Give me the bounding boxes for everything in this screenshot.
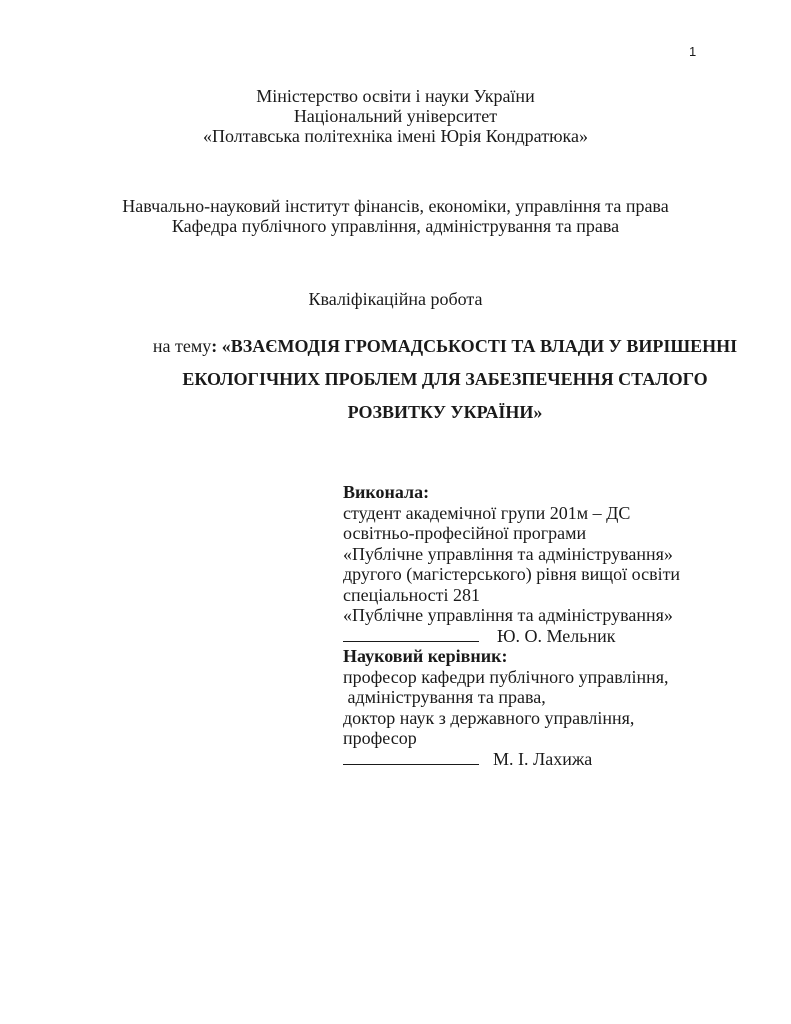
signature-blank <box>343 626 479 642</box>
work-type-block <box>0 289 791 309</box>
author-line: студент академічної групи 201м – ДС <box>343 502 631 523</box>
author-label: Виконала: <box>343 482 430 502</box>
author-line: другого (магістерського) рівня вищої освіти <box>343 564 681 584</box>
header-block <box>0 86 791 146</box>
work-type: Кваліфікаційна робота <box>308 289 483 309</box>
topic-line-2: ЕКОЛОГІЧНИХ ПРОБЛЕМ ДЛЯ ЗАБЕЗПЕЧЕННЯ СТАЛОГО <box>182 369 708 389</box>
university-name: «Полтавська політехніка імені Юрія Кондратюка» <box>203 126 588 146</box>
topic-line-1 <box>140 330 750 363</box>
author-line: «Публічне управління та адміністрування» <box>343 543 673 564</box>
institute-block <box>0 196 791 236</box>
supervisor-line: адміністрування та права, <box>343 687 546 707</box>
supervisor-signature-line <box>343 749 680 770</box>
institute-name: Навчально-науковий інститут фінансів, економіки, управління та права <box>122 196 669 216</box>
author-line: освітньо-професійної програми <box>343 523 587 543</box>
supervisor-line: доктор наук з державного управління, <box>343 707 635 728</box>
supervisor-label: Науковий керівник: <box>343 646 508 666</box>
university-type: Національний університет <box>293 106 498 126</box>
supervisor-line: професор <box>343 728 417 748</box>
signature-blank <box>343 749 479 765</box>
topic-colon: : <box>211 336 222 356</box>
author-line: спеціальності 281 <box>343 584 481 605</box>
author-signature-line <box>343 626 680 647</box>
page-number: 1 <box>689 44 697 59</box>
topic-line-3: РОЗВИТКУ УКРАЇНИ» <box>347 402 543 422</box>
department-name: Кафедра публічного управління, адміністрування та права <box>171 216 620 236</box>
signature-block <box>343 482 680 769</box>
supervisor-line: професор кафедри публічного управління, <box>343 666 669 687</box>
supervisor-name: М. І. Лахижа <box>493 748 593 769</box>
topic-block <box>140 330 750 429</box>
ministry-name: Міністерство освіти і науки України <box>256 86 535 106</box>
author-line: «Публічне управління та адміністрування» <box>343 605 673 625</box>
topic-text-1: «ВЗАЄМОДІЯ ГРОМАДСЬКОСТІ ТА ВЛАДИ У ВИРІШЕННІ <box>221 336 738 356</box>
topic-prefix: на тему <box>152 336 212 356</box>
author-name: Ю. О. Мельник <box>497 625 616 646</box>
